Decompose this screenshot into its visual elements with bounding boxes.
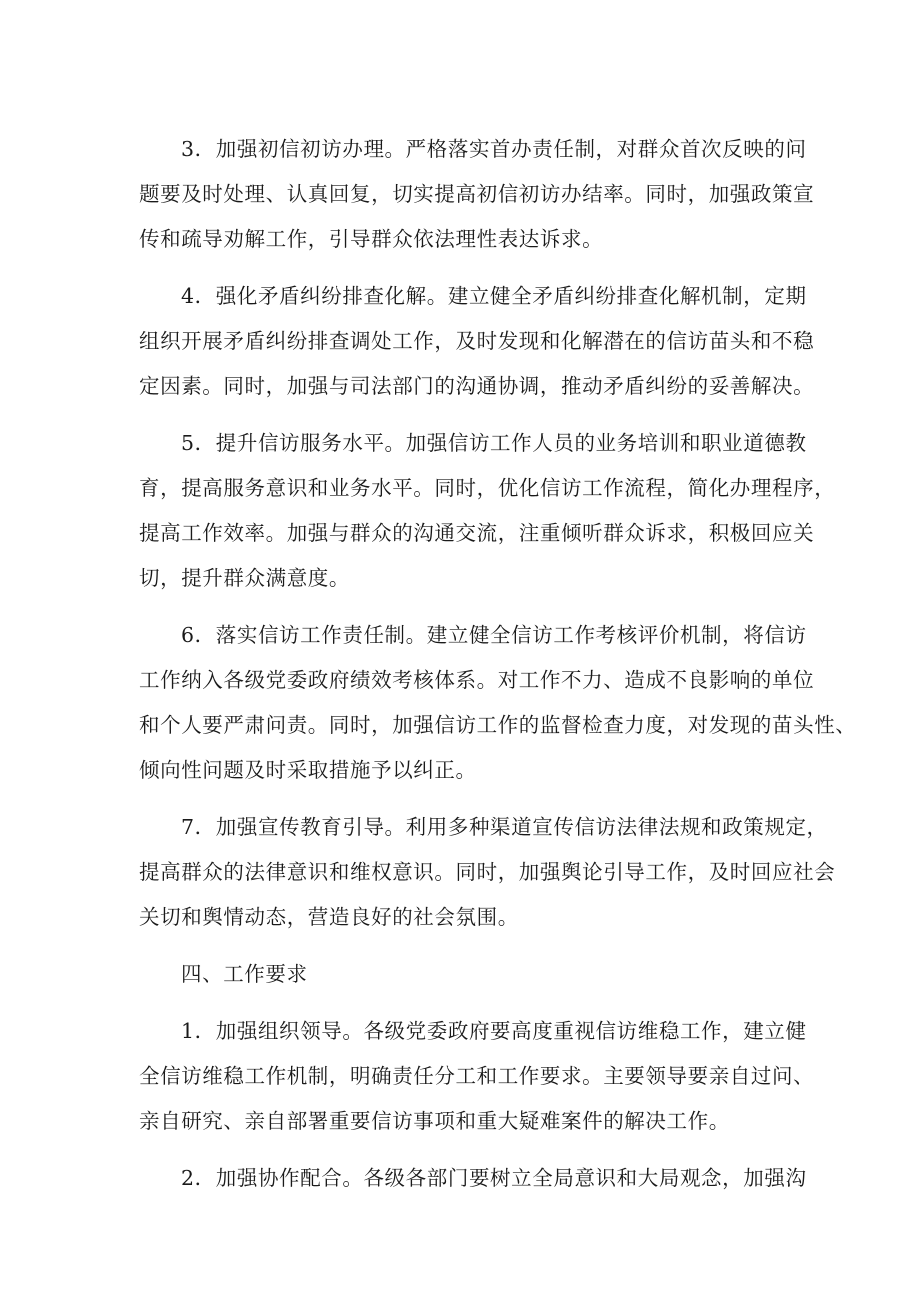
text-line: 提高群众的法律意识和维权意识。同时，加强舆论引导工作，及时回应社会 [139, 860, 836, 884]
text-line: 传和疏导劝解工作，引导群众依法理性表达诉求。 [139, 227, 604, 251]
text-line: 4．强化矛盾纠纷排查化解。建立健全矛盾纠纷排查化解机制，定期 [181, 284, 807, 308]
text-line: 关切和舆情动态，营造良好的社会氛围。 [139, 905, 519, 929]
text-line: 7．加强宣传教育引导。利用多种渠道宣传信访法律法规和政策规定， [181, 815, 828, 839]
text-line: 工作纳入各级党委政府绩效考核体系。对工作不力、造成不良影响的单位 [139, 668, 815, 692]
text-line: 题要及时处理、认真回复，切实提高初信初访办结率。同时，加强政策宣 [139, 182, 815, 206]
text-line: 6．落实信访工作责任制。建立健全信访工作考核评价机制，将信访 [181, 623, 807, 647]
text-line: 切，提升群众满意度。 [139, 566, 350, 590]
text-line: 组织开展矛盾纠纷排查调处工作，及时发现和化解潜在的信访苗头和不稳 [139, 329, 815, 353]
text-line: 3．加强初信初访办理。严格落实首办责任制，对群众首次反映的问 [181, 137, 807, 161]
text-line: 亲自研究、亲自部署重要信访事项和重大疑难案件的解决工作。 [139, 1109, 730, 1133]
text-line: 1．加强组织领导。各级党委政府要高度重视信访维稳工作，建立健 [181, 1019, 807, 1043]
text-line: 提高工作效率。加强与群众的沟通交流，注重倾听群众诉求，积极回应关 [139, 521, 815, 545]
text-line: 全信访维稳工作机制，明确责任分工和工作要求。主要领导要亲自过问、 [139, 1064, 815, 1088]
text-line: 2．加强协作配合。各级各部门要树立全局意识和大局观念，加强沟 [181, 1166, 807, 1190]
text-line: 育，提高服务意识和业务水平。同时，优化信访工作流程，简化办理程序， [139, 476, 836, 500]
section-heading: 四、工作要求 [181, 962, 308, 986]
text-line: 和个人要严肃问责。同时，加强信访工作的监督检查力度，对发现的苗头性、 [139, 713, 857, 737]
text-line: 5．提升信访服务水平。加强信访工作人员的业务培训和职业道德教 [181, 431, 807, 455]
text-line: 定因素。同时，加强与司法部门的沟通协调，推动矛盾纠纷的妥善解决。 [139, 374, 815, 398]
text-line: 倾向性问题及时采取措施予以纠正。 [139, 758, 477, 782]
